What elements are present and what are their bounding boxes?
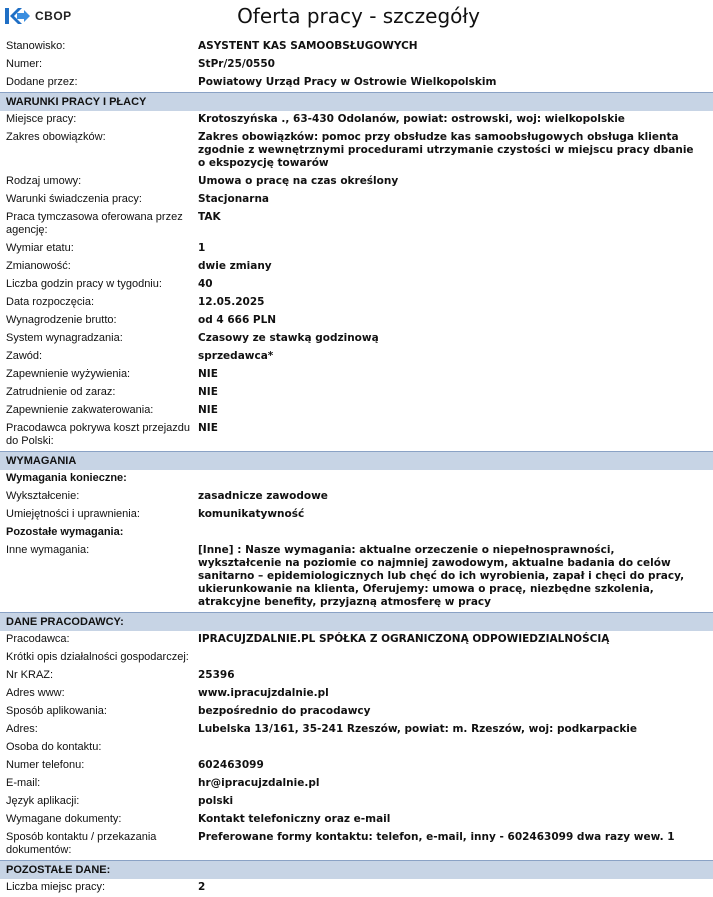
offer-details: [0, 38, 713, 897]
field-row: [0, 793, 713, 811]
field-label: Numer telefonu:: [6, 759, 85, 771]
field-label: Wynagrodzenie brutto:: [6, 314, 117, 326]
field-label: Zatrudnienie od zaraz:: [6, 386, 116, 398]
subsection-pozostale: Pozostałe wymagania:: [6, 526, 124, 538]
field-value: Stacjonarna: [198, 193, 270, 205]
field-label: Zapewnienie wyżywienia:: [6, 368, 131, 380]
field-label: Praca tymczasowa oferowana przez agencję:: [6, 211, 183, 236]
field-row: [0, 111, 713, 129]
field-row: [0, 240, 713, 258]
field-label: Data rozpoczęcia:: [6, 296, 95, 308]
field-row: [0, 402, 713, 420]
field-row: [0, 775, 713, 793]
field-label: Zmianowość:: [6, 260, 71, 272]
field-label: Numer:: [6, 58, 43, 70]
field-label: Umiejętności i uprawnienia:: [6, 508, 140, 520]
field-value: dwie zmiany: [198, 260, 272, 272]
field-row: [0, 667, 713, 685]
field-label: Zawód:: [6, 350, 43, 362]
field-value: od 4 666 PLN: [198, 314, 277, 326]
field-row: [0, 685, 713, 703]
field-label: Wymagane dokumenty:: [6, 813, 122, 825]
field-row: [0, 191, 713, 209]
field-value: ASYSTENT KAS SAMOOBSŁUGOWYCH: [198, 40, 418, 52]
field-row: [0, 129, 713, 173]
field-value: Powiatowy Urząd Pracy w Ostrowie Wielkopolskim: [198, 76, 497, 88]
field-label: Wykształcenie:: [6, 490, 80, 502]
field-value: 12.05.2025: [198, 296, 265, 308]
field-row: [0, 649, 713, 667]
field-row: [0, 258, 713, 276]
field-value: Lubelska 13/161, 35-241 Rzeszów, powiat: m. Rzeszów, woj: podkarpackie: [198, 723, 638, 735]
field-value: sprzedawca*: [198, 350, 274, 362]
pozostale-fields: [0, 879, 713, 897]
page-header: [0, 0, 713, 36]
field-label: Język aplikacji:: [6, 795, 80, 807]
field-label: Rodzaj umowy:: [6, 175, 82, 187]
section-wymagania: WYMAGANIA: [0, 451, 713, 470]
field-value: [Inne] : Nasze wymagania: aktualne orzeczenie o niepełnosprawności, wykształcenie na poziomie co najmniej zawodowym, aktualne badania do celów sanitarno – epidemiologicznych lub chęć do ich wyrobienia, zapał i chęci do pracy, ukierunkowanie na klienta, Oferujemy: umowa o pracę, niezbędne szkolenia, atrakcyjne benefity, przyjazną atmosferę w pracy: [198, 544, 685, 608]
field-row: [0, 38, 713, 56]
field-value: NIE: [198, 404, 218, 416]
field-value: komunikatywność: [198, 508, 305, 520]
field-row: [0, 276, 713, 294]
field-value: NIE: [198, 368, 218, 380]
field-value: [198, 741, 705, 754]
page-title: Oferta pracy - szczegóły: [237, 4, 480, 28]
field-value: StPr/25/0550: [198, 58, 275, 70]
field-value: Krotoszyńska ., 63-430 Odolanów, powiat: ostrowski, woj: wielkopolskie: [198, 113, 625, 125]
field-label: Wymiar etatu:: [6, 242, 74, 254]
field-row: [0, 348, 713, 366]
field-value: Umowa o pracę na czas określony: [198, 175, 399, 187]
field-row: [0, 209, 713, 240]
field-value: [198, 651, 705, 664]
field-row: [0, 879, 713, 897]
field-value: 602463099: [198, 759, 264, 771]
field-row: [0, 721, 713, 739]
field-value: 1: [198, 242, 206, 254]
field-row: [0, 829, 713, 860]
field-row: [0, 294, 713, 312]
field-value: Kontakt telefoniczny oraz e-mail: [198, 813, 391, 825]
field-row: [0, 56, 713, 74]
field-value: NIE: [198, 386, 218, 398]
section-warunki: WARUNKI PRACY I PŁACY: [0, 92, 713, 111]
field-value: www.ipracujzdalnie.pl: [198, 687, 329, 699]
pozostale-wymagania-fields: [0, 542, 713, 612]
field-row: [0, 757, 713, 775]
field-value: Zakres obowiązków: pomoc przy obsłudze kas samoobsługowych obsługa klienta zgodnie z wewnętrznymi procedurami utrzymanie czystości w miejscu pracy dbanie o ekspozycję towarów: [198, 131, 694, 169]
field-label: System wynagradzania:: [6, 332, 123, 344]
warunki-fields: [0, 111, 713, 451]
field-label: Pracodawca pokrywa koszt przejazdu do Polski:: [6, 422, 191, 447]
field-label: Liczba godzin pracy w tygodniu:: [6, 278, 162, 290]
field-label: Dodane przez:: [6, 76, 78, 88]
field-value: 2: [198, 881, 206, 893]
field-label: Miejsce pracy:: [6, 113, 77, 125]
field-row: [0, 312, 713, 330]
field-row: [0, 506, 713, 524]
field-label: Krótki opis działalności gospodarczej:: [6, 651, 189, 663]
field-row: [0, 173, 713, 191]
field-label: Nr KRAZ:: [6, 669, 54, 681]
field-value: NIE: [198, 422, 218, 434]
field-value: TAK: [198, 211, 221, 223]
field-label: Pracodawca:: [6, 633, 70, 645]
field-value: Czasowy ze stawką godzinową: [198, 332, 379, 344]
field-row: [0, 420, 713, 451]
field-label: Warunki świadczenia pracy:: [6, 193, 142, 205]
field-row: [0, 366, 713, 384]
field-label: Osoba do kontaktu:: [6, 741, 102, 753]
field-label: Sposób kontaktu / przekazania dokumentów:: [6, 831, 157, 856]
field-value: zasadnicze zawodowe: [198, 490, 328, 502]
field-row: [0, 74, 713, 92]
pracodawca-fields: [0, 631, 713, 860]
field-value: 40: [198, 278, 213, 290]
field-label: E-mail:: [6, 777, 41, 789]
field-label: Inne wymagania:: [6, 544, 90, 556]
field-row: [0, 384, 713, 402]
logo-text: CBOP: [35, 9, 72, 23]
field-label: Zapewnienie zakwaterowania:: [6, 404, 154, 416]
field-row: [0, 330, 713, 348]
konieczne-fields: [0, 488, 713, 524]
field-label: Adres www:: [6, 687, 65, 699]
field-row: [0, 488, 713, 506]
field-value: 25396: [198, 669, 235, 681]
field-row: [0, 631, 713, 649]
field-label: Liczba miejsc pracy:: [6, 881, 106, 893]
field-label: Stanowisko:: [6, 40, 66, 52]
field-row: [0, 739, 713, 757]
field-label: Zakres obowiązków:: [6, 131, 106, 143]
field-value: hr@ipracujzdalnie.pl: [198, 777, 320, 789]
field-label: Adres:: [6, 723, 38, 735]
field-row: [0, 542, 713, 612]
field-label: Sposób aplikowania:: [6, 705, 107, 717]
section-pracodawca: DANE PRACODAWCY:: [0, 612, 713, 631]
field-value: polski: [198, 795, 234, 807]
subsection-konieczne: Wymagania konieczne:: [6, 472, 127, 484]
field-row: [0, 703, 713, 721]
field-value: Preferowane formy kontaktu: telefon, e-mail, inny - 602463099 dwa razy wew. 1: [198, 831, 675, 843]
field-value: IPRACUJZDALNIE.PL SPÓŁKA Z OGRANICZONĄ ODPOWIEDZIALNOŚCIĄ: [198, 633, 610, 645]
section-pozostale: POZOSTAŁE DANE:: [0, 860, 713, 879]
top-fields: [0, 38, 713, 92]
field-row: [0, 811, 713, 829]
field-value: bezpośrednio do pracodawcy: [198, 705, 371, 717]
